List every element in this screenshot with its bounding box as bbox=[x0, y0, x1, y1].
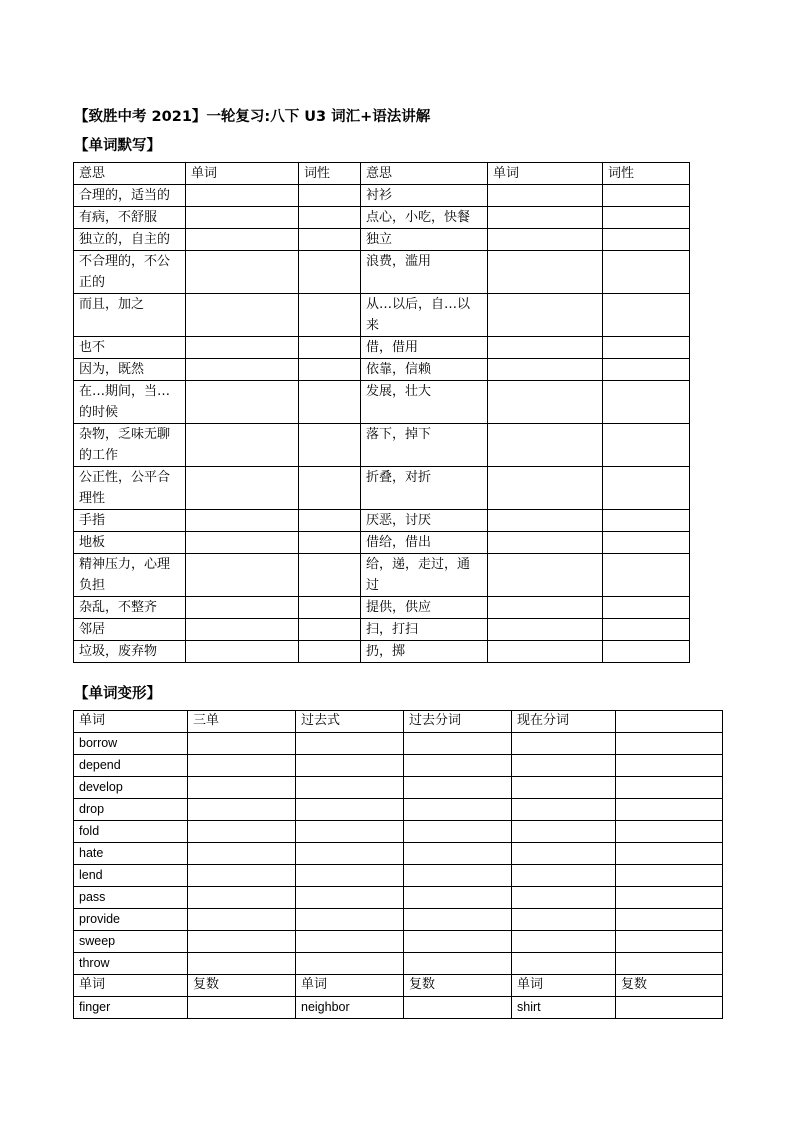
column-header: 过去分词 bbox=[404, 711, 512, 733]
word-cell: lend bbox=[74, 865, 188, 887]
table-row bbox=[74, 953, 723, 975]
form-blank-cell bbox=[404, 887, 512, 909]
table-row bbox=[74, 185, 690, 207]
column-header: 单词 bbox=[512, 975, 616, 997]
table-row bbox=[74, 294, 690, 337]
meaning-cell: 给，递，走过，通过 bbox=[361, 554, 488, 597]
meaning-cell: 扫，打扫 bbox=[361, 619, 488, 641]
word-blank-cell bbox=[488, 424, 603, 467]
form-blank-cell bbox=[512, 865, 616, 887]
form-blank-cell bbox=[404, 733, 512, 755]
word-blank-cell bbox=[186, 510, 299, 532]
table-row bbox=[74, 619, 690, 641]
meaning-cell: 借给，借出 bbox=[361, 532, 488, 554]
word-blank-cell bbox=[186, 619, 299, 641]
word-cell: sweep bbox=[74, 931, 188, 953]
column-header: 词性 bbox=[299, 163, 361, 185]
form-blank-cell bbox=[296, 755, 404, 777]
dictation-table bbox=[73, 162, 690, 663]
word-blank-cell bbox=[186, 207, 299, 229]
word-blank-cell bbox=[488, 467, 603, 510]
word-blank-cell bbox=[488, 597, 603, 619]
word-blank-cell bbox=[488, 641, 603, 663]
form-blank-cell bbox=[616, 931, 723, 953]
form-blank-cell bbox=[616, 909, 723, 931]
form-blank-cell bbox=[296, 843, 404, 865]
form-blank-cell bbox=[616, 953, 723, 975]
form-blank-cell bbox=[616, 777, 723, 799]
plural-row bbox=[74, 997, 723, 1019]
word-cell: neighbor bbox=[296, 997, 404, 1019]
form-blank-cell bbox=[296, 777, 404, 799]
word-blank-cell bbox=[488, 251, 603, 294]
pos-blank-cell bbox=[299, 619, 361, 641]
form-blank-cell bbox=[188, 843, 296, 865]
meaning-cell: 在…期间，当…的时候 bbox=[74, 381, 186, 424]
word-blank-cell bbox=[186, 359, 299, 381]
form-blank-cell bbox=[512, 733, 616, 755]
form-blank-cell bbox=[188, 865, 296, 887]
table-row bbox=[74, 381, 690, 424]
table-row bbox=[74, 510, 690, 532]
form-blank-cell bbox=[404, 821, 512, 843]
form-blank-cell bbox=[296, 909, 404, 931]
meaning-cell: 落下，掉下 bbox=[361, 424, 488, 467]
table-row bbox=[74, 554, 690, 597]
plural-blank-cell bbox=[616, 997, 723, 1019]
pos-blank-cell bbox=[603, 207, 690, 229]
column-header: 词性 bbox=[603, 163, 690, 185]
meaning-cell: 精神压力，心理负担 bbox=[74, 554, 186, 597]
pos-blank-cell bbox=[299, 381, 361, 424]
pos-blank-cell bbox=[603, 294, 690, 337]
meaning-cell: 有病，不舒服 bbox=[74, 207, 186, 229]
pos-blank-cell bbox=[603, 185, 690, 207]
form-blank-cell bbox=[512, 953, 616, 975]
word-blank-cell bbox=[186, 424, 299, 467]
word-cell: provide bbox=[74, 909, 188, 931]
table-row bbox=[74, 909, 723, 931]
table-row bbox=[74, 843, 723, 865]
pos-blank-cell bbox=[603, 532, 690, 554]
form-blank-cell bbox=[296, 953, 404, 975]
column-header: 意思 bbox=[361, 163, 488, 185]
form-blank-cell bbox=[188, 953, 296, 975]
form-blank-cell bbox=[512, 777, 616, 799]
meaning-cell: 垃圾，废弃物 bbox=[74, 641, 186, 663]
meaning-cell: 提供，供应 bbox=[361, 597, 488, 619]
pos-blank-cell bbox=[603, 619, 690, 641]
pos-blank-cell bbox=[603, 229, 690, 251]
word-cell: throw bbox=[74, 953, 188, 975]
meaning-cell: 厌恶，讨厌 bbox=[361, 510, 488, 532]
word-cell: drop bbox=[74, 799, 188, 821]
form-blank-cell bbox=[404, 799, 512, 821]
meaning-cell: 地板 bbox=[74, 532, 186, 554]
form-blank-cell bbox=[616, 821, 723, 843]
form-blank-cell bbox=[404, 755, 512, 777]
pos-blank-cell bbox=[299, 337, 361, 359]
meaning-cell: 合理的，适当的 bbox=[74, 185, 186, 207]
pos-blank-cell bbox=[603, 554, 690, 597]
form-blank-cell bbox=[404, 931, 512, 953]
word-cell: shirt bbox=[512, 997, 616, 1019]
word-cell: hate bbox=[74, 843, 188, 865]
table-row bbox=[74, 359, 690, 381]
meaning-cell: 浪费，滥用 bbox=[361, 251, 488, 294]
pos-blank-cell bbox=[603, 251, 690, 294]
form-blank-cell bbox=[188, 799, 296, 821]
table-row bbox=[74, 821, 723, 843]
pos-blank-cell bbox=[299, 510, 361, 532]
word-cell: depend bbox=[74, 755, 188, 777]
table-row bbox=[74, 424, 690, 467]
pos-blank-cell bbox=[299, 207, 361, 229]
table-row bbox=[74, 251, 690, 294]
word-cell: finger bbox=[74, 997, 188, 1019]
form-blank-cell bbox=[296, 865, 404, 887]
table-header-row bbox=[74, 711, 723, 733]
word-blank-cell bbox=[488, 294, 603, 337]
form-blank-cell bbox=[616, 843, 723, 865]
word-blank-cell bbox=[488, 185, 603, 207]
meaning-cell: 折叠，对折 bbox=[361, 467, 488, 510]
table-row bbox=[74, 532, 690, 554]
plural-blank-cell bbox=[188, 997, 296, 1019]
table-row bbox=[74, 733, 723, 755]
form-blank-cell bbox=[188, 909, 296, 931]
table-row bbox=[74, 337, 690, 359]
column-header: 单词 bbox=[74, 711, 188, 733]
form-blank-cell bbox=[296, 733, 404, 755]
pos-blank-cell bbox=[603, 467, 690, 510]
word-blank-cell bbox=[488, 381, 603, 424]
form-blank-cell bbox=[404, 909, 512, 931]
pos-blank-cell bbox=[299, 185, 361, 207]
meaning-cell: 独立 bbox=[361, 229, 488, 251]
word-blank-cell bbox=[488, 510, 603, 532]
meaning-cell: 因为，既然 bbox=[74, 359, 186, 381]
pos-blank-cell bbox=[603, 337, 690, 359]
column-header: 单词 bbox=[488, 163, 603, 185]
pos-blank-cell bbox=[299, 359, 361, 381]
word-blank-cell bbox=[186, 381, 299, 424]
form-blank-cell bbox=[512, 931, 616, 953]
form-blank-cell bbox=[512, 909, 616, 931]
form-blank-cell bbox=[404, 953, 512, 975]
table-row bbox=[74, 597, 690, 619]
form-blank-cell bbox=[616, 887, 723, 909]
word-blank-cell bbox=[488, 229, 603, 251]
pos-blank-cell bbox=[299, 424, 361, 467]
form-blank-cell bbox=[404, 777, 512, 799]
table-row bbox=[74, 931, 723, 953]
table-header-row bbox=[74, 163, 690, 185]
word-blank-cell bbox=[488, 337, 603, 359]
table-row bbox=[74, 887, 723, 909]
table-row bbox=[74, 641, 690, 663]
word-blank-cell bbox=[186, 532, 299, 554]
form-blank-cell bbox=[616, 865, 723, 887]
column-header: 过去式 bbox=[296, 711, 404, 733]
form-blank-cell bbox=[512, 887, 616, 909]
word-blank-cell bbox=[488, 207, 603, 229]
pos-blank-cell bbox=[299, 251, 361, 294]
word-blank-cell bbox=[186, 554, 299, 597]
form-blank-cell bbox=[188, 887, 296, 909]
pos-blank-cell bbox=[603, 510, 690, 532]
table-row bbox=[74, 799, 723, 821]
plural-header-row bbox=[74, 975, 723, 997]
table-row bbox=[74, 207, 690, 229]
form-blank-cell bbox=[404, 865, 512, 887]
form-blank-cell bbox=[512, 843, 616, 865]
pos-blank-cell bbox=[299, 294, 361, 337]
word-blank-cell bbox=[186, 294, 299, 337]
form-blank-cell bbox=[188, 755, 296, 777]
column-header: 单词 bbox=[186, 163, 299, 185]
column-header: 单词 bbox=[296, 975, 404, 997]
word-cell: borrow bbox=[74, 733, 188, 755]
word-blank-cell bbox=[488, 619, 603, 641]
meaning-cell: 而且，加之 bbox=[74, 294, 186, 337]
pos-blank-cell bbox=[299, 554, 361, 597]
column-header bbox=[616, 711, 723, 733]
form-blank-cell bbox=[188, 931, 296, 953]
section-heading-word-forms: 【单词变形】 bbox=[74, 686, 161, 702]
form-blank-cell bbox=[296, 821, 404, 843]
meaning-cell: 不合理的，不公正的 bbox=[74, 251, 186, 294]
pos-blank-cell bbox=[603, 641, 690, 663]
meaning-cell: 也不 bbox=[74, 337, 186, 359]
word-forms-table bbox=[73, 710, 723, 1019]
form-blank-cell bbox=[188, 777, 296, 799]
document-title: 【致胜中考 2021】一轮复习:八下 U3 词汇+语法讲解 bbox=[74, 109, 431, 125]
meaning-cell: 邻居 bbox=[74, 619, 186, 641]
meaning-cell: 公正性，公平合理性 bbox=[74, 467, 186, 510]
table-row bbox=[74, 865, 723, 887]
word-blank-cell bbox=[488, 532, 603, 554]
word-blank-cell bbox=[186, 641, 299, 663]
form-blank-cell bbox=[616, 755, 723, 777]
plural-blank-cell bbox=[404, 997, 512, 1019]
meaning-cell: 点心，小吃，快餐 bbox=[361, 207, 488, 229]
form-blank-cell bbox=[512, 799, 616, 821]
table-row bbox=[74, 229, 690, 251]
meaning-cell: 杂乱，不整齐 bbox=[74, 597, 186, 619]
form-blank-cell bbox=[296, 799, 404, 821]
word-cell: fold bbox=[74, 821, 188, 843]
form-blank-cell bbox=[512, 821, 616, 843]
form-blank-cell bbox=[616, 799, 723, 821]
pos-blank-cell bbox=[603, 359, 690, 381]
pos-blank-cell bbox=[603, 381, 690, 424]
meaning-cell: 依靠，信赖 bbox=[361, 359, 488, 381]
word-blank-cell bbox=[186, 251, 299, 294]
form-blank-cell bbox=[616, 733, 723, 755]
meaning-cell: 杂物，乏味无聊的工作 bbox=[74, 424, 186, 467]
word-blank-cell bbox=[488, 359, 603, 381]
word-cell: pass bbox=[74, 887, 188, 909]
meaning-cell: 独立的，自主的 bbox=[74, 229, 186, 251]
form-blank-cell bbox=[296, 887, 404, 909]
column-header: 三单 bbox=[188, 711, 296, 733]
meaning-cell: 衬衫 bbox=[361, 185, 488, 207]
pos-blank-cell bbox=[299, 597, 361, 619]
column-header: 复数 bbox=[188, 975, 296, 997]
column-header: 单词 bbox=[74, 975, 188, 997]
pos-blank-cell bbox=[299, 532, 361, 554]
pos-blank-cell bbox=[299, 467, 361, 510]
form-blank-cell bbox=[296, 931, 404, 953]
column-header: 意思 bbox=[74, 163, 186, 185]
meaning-cell: 从…以后，自…以来 bbox=[361, 294, 488, 337]
form-blank-cell bbox=[404, 843, 512, 865]
meaning-cell: 扔，掷 bbox=[361, 641, 488, 663]
column-header: 现在分词 bbox=[512, 711, 616, 733]
word-blank-cell bbox=[186, 597, 299, 619]
section-heading-dictation: 【单词默写】 bbox=[74, 138, 161, 154]
word-blank-cell bbox=[186, 467, 299, 510]
word-cell: develop bbox=[74, 777, 188, 799]
word-blank-cell bbox=[186, 185, 299, 207]
word-blank-cell bbox=[186, 229, 299, 251]
meaning-cell: 借，借用 bbox=[361, 337, 488, 359]
form-blank-cell bbox=[512, 755, 616, 777]
table-row bbox=[74, 777, 723, 799]
word-blank-cell bbox=[186, 337, 299, 359]
pos-blank-cell bbox=[603, 597, 690, 619]
column-header: 复数 bbox=[616, 975, 723, 997]
pos-blank-cell bbox=[603, 424, 690, 467]
table-row bbox=[74, 755, 723, 777]
form-blank-cell bbox=[188, 821, 296, 843]
word-blank-cell bbox=[488, 554, 603, 597]
meaning-cell: 发展，壮大 bbox=[361, 381, 488, 424]
pos-blank-cell bbox=[299, 641, 361, 663]
table-row bbox=[74, 467, 690, 510]
column-header: 复数 bbox=[404, 975, 512, 997]
form-blank-cell bbox=[188, 733, 296, 755]
meaning-cell: 手指 bbox=[74, 510, 186, 532]
pos-blank-cell bbox=[299, 229, 361, 251]
